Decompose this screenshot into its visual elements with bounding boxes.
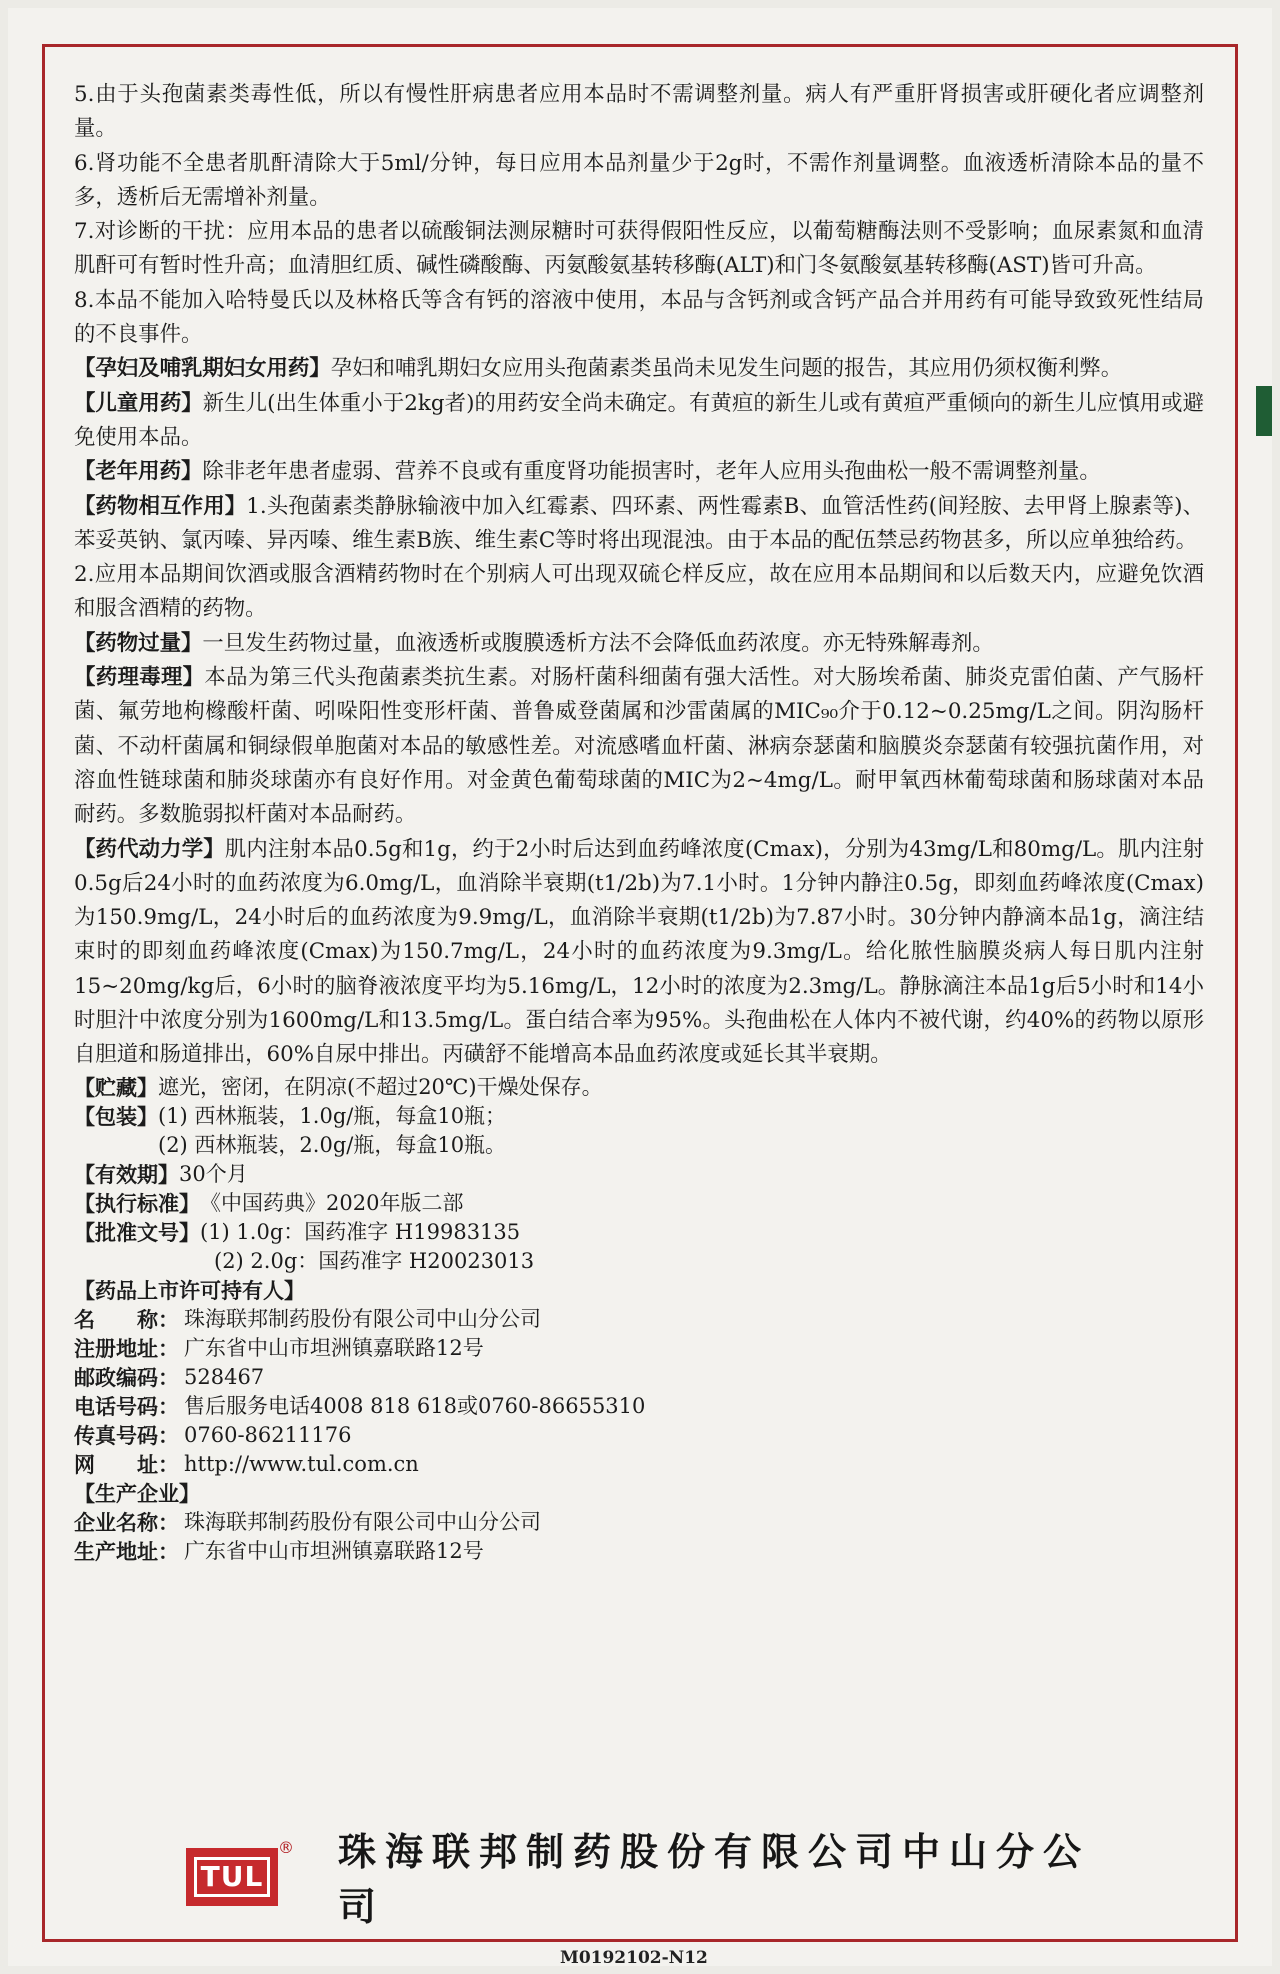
mah-row: 名 称： 珠海联邦制药股份有限公司中山分公司 [74,1306,541,1332]
mah-row: 注册地址： 广东省中山市坦洲镇嘉联路12号 [74,1335,484,1361]
footer-brand [186,1830,1126,1929]
manufacturer-heading: 【生产企业】 [74,1480,200,1506]
paragraph-diagnostic-interference: 7.对诊断的干扰：应用本品的患者以硫酸铜法测尿糖时可获得假阳性反应，以葡萄糖酶法则不受影响；血尿素氮和血清肌酐可有暂时性升高；血清胆红质、碱性磷酸酶、丙氨酸氨基转移酶(ALT)和门冬氨酸氨基转移酶(AST)皆可升高。 [74,219,1204,279]
mah-row: 邮政编码： 528467 [74,1364,265,1390]
paragraph-calcium-warning: 8.本品不能加入哈特曼氏以及林格氏等含有钙的溶液中使用，本品与含钙剂或含钙产品合并用药有可能导致致死性结局的不良事件。 [74,287,1204,348]
manufacturer-row: 生产地址： 广东省中山市坦洲镇嘉联路12号 [74,1538,484,1564]
manufacturer-row: 企业名称： 珠海联邦制药股份有限公司中山分公司 [74,1509,541,1535]
company-logo [186,1838,294,1908]
marketing-authorization-holder [74,1276,1204,1566]
paragraph-renal: 6.肾功能不全患者肌酐清除大于5ml/分钟，每日应用本品剂量少于2g时，不需作剂量调整。血液透析清除本品的量不多，透析后无需增补剂量。 [74,150,1204,210]
document-code: M0192102-N12 [560,1948,708,1968]
package-row: 【包装】 (1) 西林瓶装，1.0g/瓶，每盒10瓶； [74,1103,507,1129]
section-geriatric: 【老年用药】除非老年患者虚弱、营养不良或有重度肾功能损害时，老年人应用头孢曲松一般不需调整剂量。 [74,459,1101,485]
leaflet-body [74,78,1204,1566]
section-interactions: 【药物相互作用】1.头孢菌素类静脉输液中加入红霉素、四环素、两性霉素B、血管活性药(间羟胺、去甲肾上腺素等)、苯妥英钠、氯丙嗪、异丙嗪、维生素B族、维生素C等时将出现混浊。由于本品的配伍禁忌药物甚多，所以应单独给药。 [74,493,1204,553]
mah-row: 网 址： http://www.tul.com.cn [74,1451,419,1477]
storage-row: 【贮藏】 遮光，密闭，在阴凉(不超过20℃)干燥处保存。 [74,1074,603,1100]
section-pediatric: 【儿童用药】新生儿(出生体重小于2kg者)的用药安全尚未确定。有黄疸的新生儿或有黄疸严重倾向的新生儿应慎用或避免使用本品。 [74,390,1204,450]
section-pharmacology: 【药理毒理】本品为第三代头孢菌素类抗生素。对肠杆菌科细菌有强大活性。对大肠埃希菌、肺炎克雷伯菌、产气肠杆菌、氟劳地枸橼酸杆菌、吲哚阳性变形杆菌、普鲁威登菌属和沙雷菌属的MIC₉₀介于0.12~0.25mg/L之间。阴沟肠杆菌、不动杆菌属和铜绿假单胞菌对本品的敏感性差。对流感嗜血杆菌、淋病奈瑟菌和脑膜炎奈瑟菌有较强抗菌作用，对溶血性链球菌和肺炎球菌亦有良好作用。对金黄色葡萄球菌的MIC为2~4mg/L。耐甲氧西林葡萄球菌和肠球菌对本品耐药。多数脆弱拟杆菌对本品耐药。 [74,665,1204,828]
spec-block [74,1073,1204,1566]
logo-text: TUL [194,1857,270,1897]
package-row-2: (2) 西林瓶装，2.0g/瓶，每盒10瓶。 [158,1132,507,1157]
section-pregnancy: 【孕妇及哺乳期妇女用药】孕妇和哺乳期妇女应用头孢菌素类虽尚未见发生问题的报告，其应用仍须权衡利弊。 [74,356,1123,382]
mah-row: 传真号码： 0760-86211176 [74,1422,352,1448]
section-pharmacokinetics: 【药代动力学】肌内注射本品0.5g和1g，约于2小时后达到血药峰浓度(Cmax)，分别为43mg/L和80mg/L。肌内注射0.5g后24小时的血药浓度为6.0mg/L，血消除半衰期(t1/2b)为7.1小时。1分钟内静注0.5g，即刻血药峰浓度(Cmax)为150.9mg/L，24小时后的血药浓度为9.9mg/L，血消除半衰期(t1/2b)为7.87小时。30分钟内静滴本品1g，滴注结束时的即刻血药峰浓度(Cmax)为150.7mg/L，24小时的血药浓度为9.3mg/L。给化脓性脑膜炎病人每日肌内注射15~20mg/kg后，6小时的脑脊液浓度平均为5.16mg/L，12小时的浓度为2.3mg/L。静脉滴注本品1g后5小时和14小时胆汁中浓度分别为1600mg/L和13.5mg/L。蛋白结合率为95%。头孢曲松在人体内不被代谢，约40%的药物以原形自胆道和肠道排出，60%自尿中排出。丙磺舒不能增高本品血药浓度或延长其半衰期。 [74,836,1204,1068]
section-overdose: 【药物过量】一旦发生药物过量，血液透析或腹膜透析方法不会降低血药浓度。亦无特殊解毒剂。 [74,630,994,656]
paragraph-alcohol: 2.应用本品期间饮酒或服含酒精药物时在个别病人可出现双硫仑样反应，故在应用本品期间和以后数天内，应避免饮酒和服含酒精的药物。 [74,562,1204,622]
mah-row: 电话号码： 售后服务电话4008 818 618或0760-86655310 [74,1393,646,1419]
registered-mark: ® [278,1838,294,1857]
validity-row: 【有效期】 30个月 [74,1161,248,1187]
approval-row-2: (2) 2.0g：国药准字 H20023013 [214,1248,535,1273]
approval-row: 【批准文号】 (1) 1.0g：国药准字 H19983135 [74,1219,521,1245]
standard-row: 【执行标准】 《中国药典》2020年版二部 [74,1190,464,1216]
mah-heading: 【药品上市许可持有人】 [74,1277,305,1303]
company-name: 珠海联邦制药股份有限公司中山分公司 [338,1830,1091,1929]
green-edge-tab [1256,386,1272,436]
paragraph-hepatic: 5.由于头孢菌素类毒性低，所以有慢性肝病患者应用本品时不需调整剂量。病人有严重肝肾损害或肝硬化者应调整剂量。 [74,82,1204,142]
